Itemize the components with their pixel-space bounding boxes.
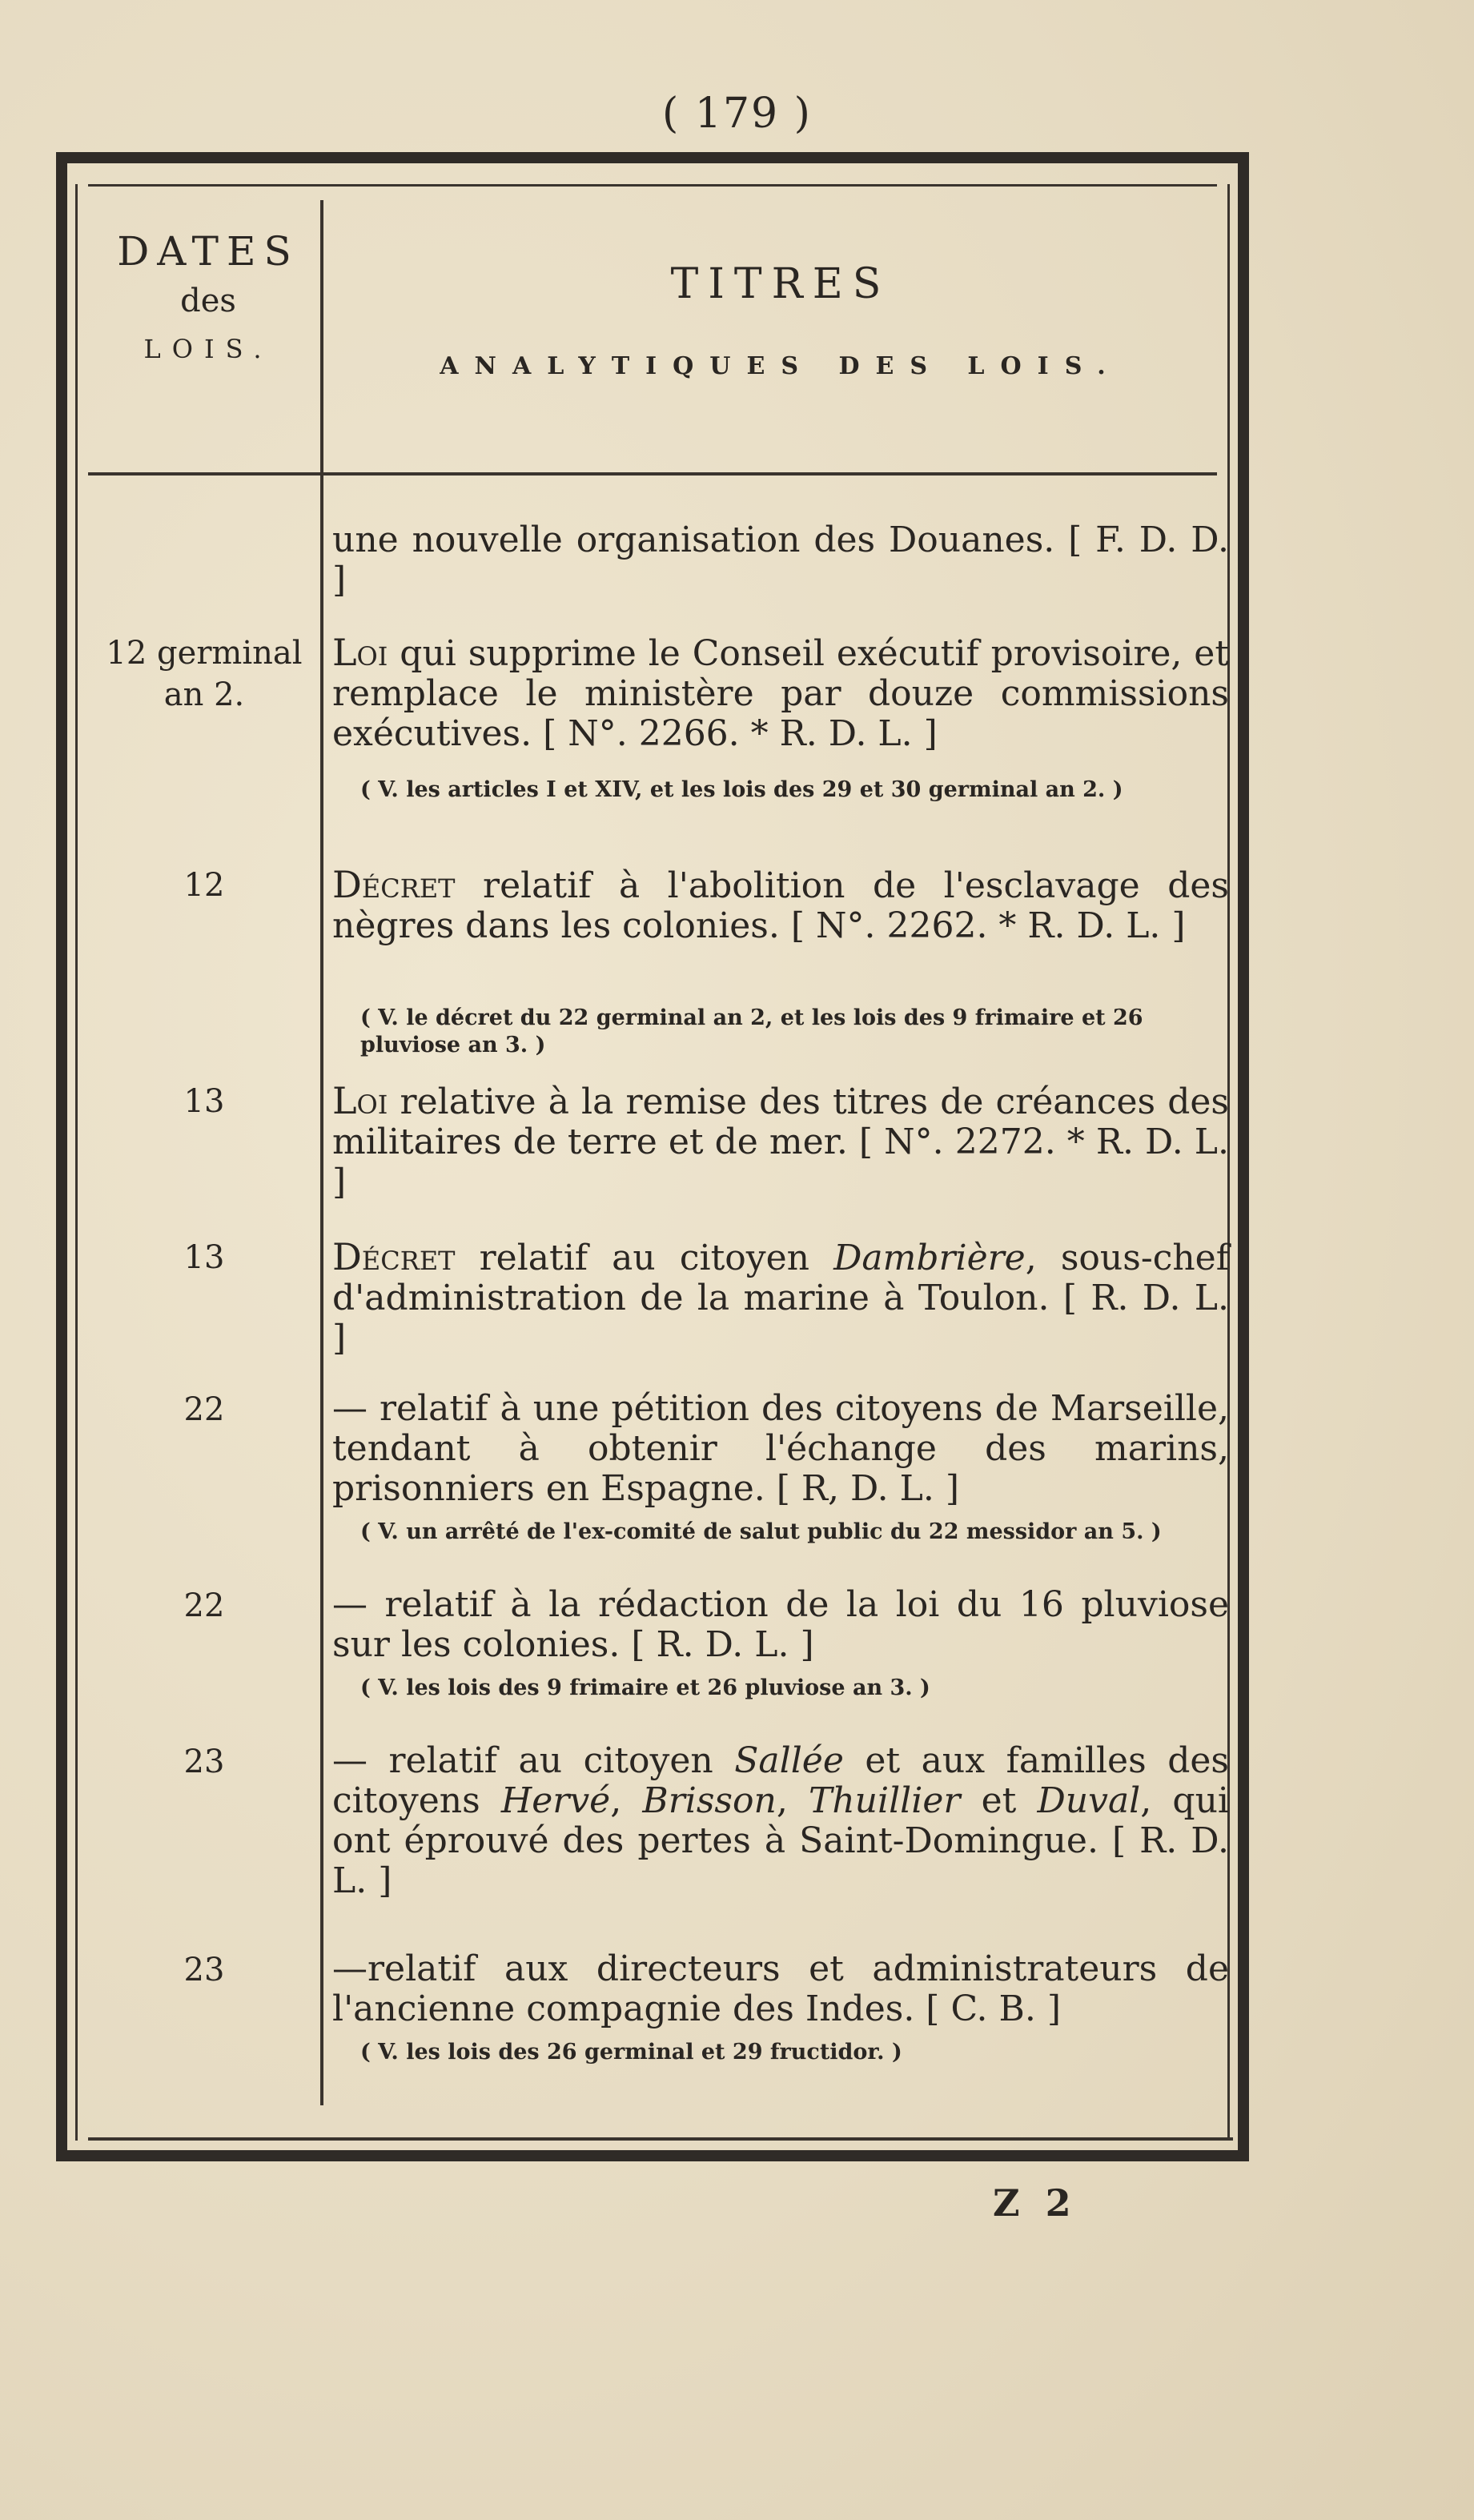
person-name: Dambrière: [833, 1238, 1026, 1278]
entry-text: [332, 1237, 1229, 1358]
entry-text: une nouvelle organisation des Douanes. [ F. D. D. ]: [332, 520, 1229, 600]
entry-text: [332, 632, 1229, 754]
entry-date: 12: [183, 867, 225, 904]
person-name: Brisson: [642, 1780, 777, 1821]
entry-text: — relatif à la rédaction de la loi du 16 pluviose sur les colonies. [ R. D. L. ]: [332, 1584, 1229, 1665]
entry-note: ( V. les lois des 9 frimaire et 26 pluviose an 3. ): [360, 1675, 930, 1700]
entry-text: —relatif aux directeurs et administrateurs de l'ancienne compagnie des Indes. [ C. B. ]: [332, 1948, 1229, 2029]
table-frame: [56, 152, 1249, 2161]
header-titres-subtitle: ANALYTIQUES DES LOIS.: [440, 352, 1122, 380]
separator: ,: [610, 1780, 643, 1821]
person-name: Sallée: [734, 1740, 844, 1781]
entry-date: 23: [183, 1952, 225, 1988]
entry-body: qui supprime le Conseil exécutif provisoire, et remplace le ministère par douze commissions exécutives. [ N°. 2266. * R. D. L. ]: [332, 633, 1229, 754]
entry-note: ( V. les lois des 26 germinal et 29 fructidor. ): [360, 2040, 902, 2065]
entry-note: ( V. un arrêté de l'ex-comité de salut public du 22 messidor an 5. ): [360, 1519, 1162, 1544]
separator: et: [960, 1780, 1038, 1821]
entry-date: 13: [183, 1239, 225, 1276]
entry-text: — relatif à une pétition des citoyens de Marseille, tendant à obtenir l'échange des marins, prisonniers en Espagne. [ R, D. L. ]: [332, 1388, 1229, 1509]
entry-text: [332, 865, 1229, 946]
person-name: Hervé: [500, 1780, 611, 1821]
entry-lead: Décret: [332, 1235, 456, 1278]
entry-body-mid: et aux familles des citoyens: [332, 1740, 1229, 1821]
entry-lead: Loi: [332, 631, 388, 674]
page-number: ( 179 ): [662, 90, 812, 138]
header-titres-title: TITRES: [670, 260, 891, 308]
entry-body-end: , sous-chef d'administration de la marine à Toulon. [ R. D. L. ]: [332, 1238, 1229, 1358]
entry-body: relatif à l'abolition de l'esclavage des nègres dans les colonies. [ N°. 2262. * R. D. L. ]: [332, 865, 1229, 946]
entry-date: 22: [183, 1587, 225, 1624]
header-dates-des: des: [180, 283, 236, 319]
entry-text: [332, 1081, 1229, 1202]
entry-text: [332, 1741, 1229, 1901]
entries-list: [56, 152, 1249, 2161]
entry-note: ( V. le décret du 22 germinal an 2, et les lois des 9 frimaire et 26 pluviose an 3. ): [360, 1005, 1143, 1057]
header-dates-title: DATES: [117, 228, 299, 275]
person-name: Thuillier: [809, 1780, 961, 1821]
entry-body: relatif au citoyen: [455, 1238, 834, 1278]
entry-lead: Décret: [332, 863, 456, 906]
entry-body-end: , qui ont éprouvé des pertes à Saint-Domingue. [ R. D. L. ]: [332, 1780, 1229, 1901]
entry-body: relative à la remise des titres de créances des militaires de terre et de mer. [ N°. 2272. * R. D. L. ]: [332, 1081, 1229, 1202]
header-dates-lois: LOIS.: [143, 334, 273, 364]
entry-lead: Loi: [332, 1079, 388, 1122]
entry-date: 12 germinal an 2.: [106, 635, 303, 713]
entry-date: 22: [183, 1391, 225, 1428]
entry-note: ( V. les articles I et XIV, et les lois des 29 et 30 germinal an 2. ): [360, 777, 1123, 802]
separator: ,: [776, 1780, 809, 1821]
person-name: Duval: [1037, 1780, 1141, 1821]
entry-date: 23: [183, 1744, 225, 1780]
entry-body: — relatif au citoyen: [332, 1740, 735, 1781]
signature-mark: Z 2: [993, 2181, 1078, 2225]
entry-date: 13: [183, 1083, 225, 1120]
